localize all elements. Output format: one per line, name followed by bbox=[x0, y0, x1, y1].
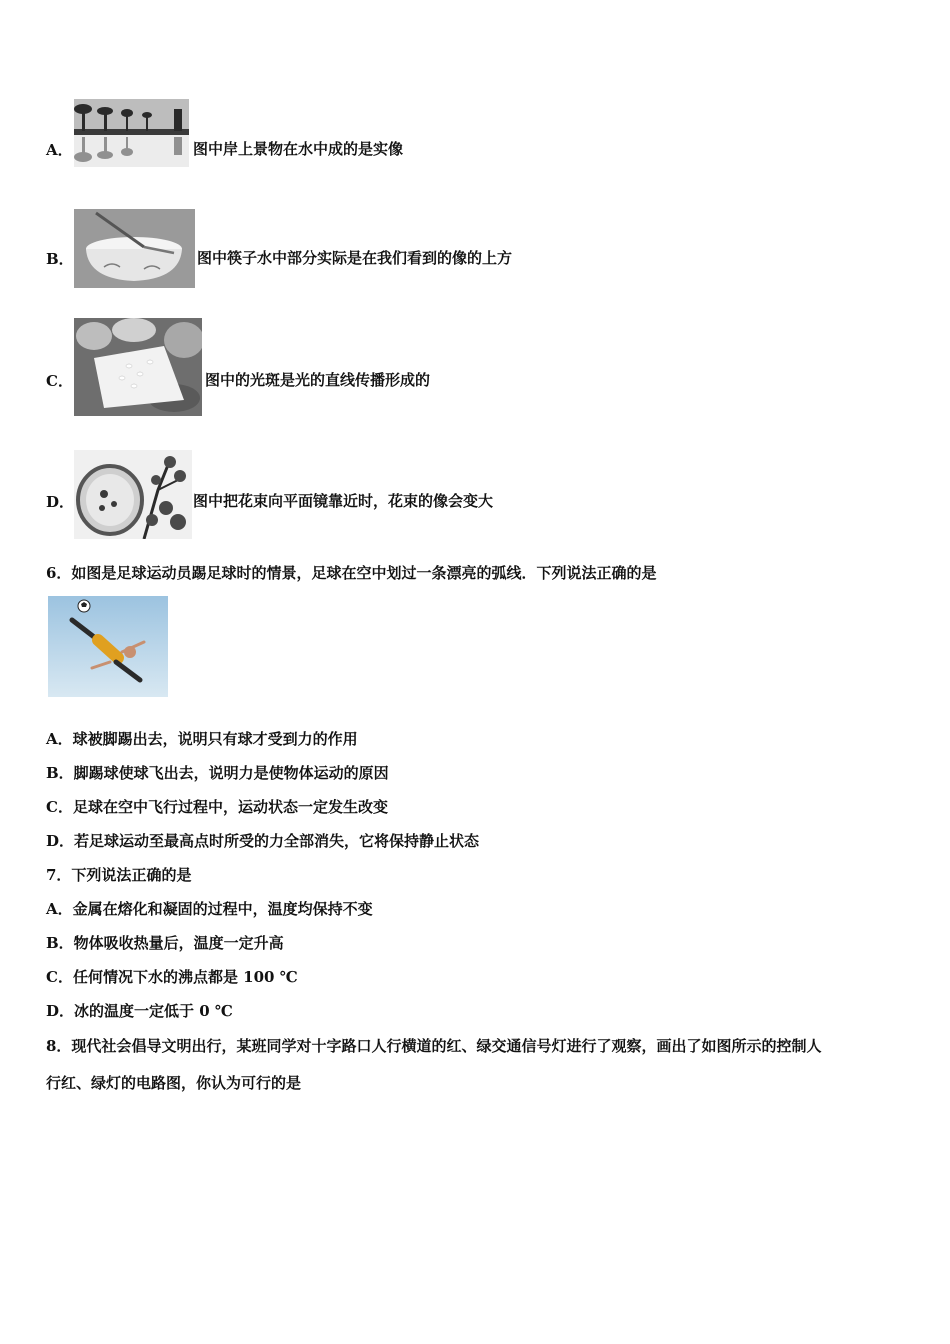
option-letter: D． bbox=[46, 493, 75, 511]
question-option: A．金属在熔化和凝固的过程中，温度均保持不变 bbox=[46, 900, 373, 918]
chopsticks-bowl-image bbox=[74, 209, 195, 288]
question-stem-line2: 行红、绿灯的电路图，你认为可行的是 bbox=[46, 1074, 302, 1092]
soccer-kick-image bbox=[48, 596, 168, 697]
option-letter: C． bbox=[46, 372, 73, 390]
reflection-landscape-image bbox=[74, 99, 189, 167]
question-stem: 6．如图是足球运动员踢足球时的情景，足球在空中划过一条漂亮的弧线．下列说法正确的是 bbox=[46, 564, 657, 582]
question-option: A．球被脚踢出去，说明只有球才受到力的作用 bbox=[46, 730, 358, 748]
question-option: B．物体吸收热量后，温度一定升高 bbox=[46, 934, 284, 952]
light-spots-image bbox=[74, 318, 202, 416]
question-option: D．若足球运动至最高点时所受的力全部消失，它将保持静止状态 bbox=[46, 832, 480, 850]
option-text: 图中把花束向平面镜靠近时，花束的像会变大 bbox=[193, 492, 494, 510]
question-option: C．足球在空中飞行过程中，运动状态一定发生改变 bbox=[46, 798, 388, 816]
question-stem: 7．下列说法正确的是 bbox=[46, 866, 192, 884]
question-stem-line1: 8．现代社会倡导文明出行，某班同学对十字路口人行横道的红、绿交通信号灯进行了观察，画出了如图所示的控制人 bbox=[46, 1037, 822, 1055]
question-option: D．冰的温度一定低于 0 ℃ bbox=[46, 1002, 233, 1020]
option-text: 图中的光斑是光的直线传播形成的 bbox=[205, 371, 431, 389]
option-text: 图中筷子水中部分实际是在我们看到的像的上方 bbox=[197, 249, 513, 267]
question-option: B．脚踢球使球飞出去，说明力是使物体运动的原因 bbox=[46, 764, 389, 782]
mirror-flowers-image bbox=[74, 450, 192, 539]
question-option: C．任何情况下水的沸点都是 100 ℃ bbox=[46, 968, 298, 986]
option-letter: B． bbox=[46, 250, 74, 268]
option-letter: A． bbox=[46, 141, 73, 159]
option-text: 图中岸上景物在水中成的是实像 bbox=[193, 140, 404, 158]
